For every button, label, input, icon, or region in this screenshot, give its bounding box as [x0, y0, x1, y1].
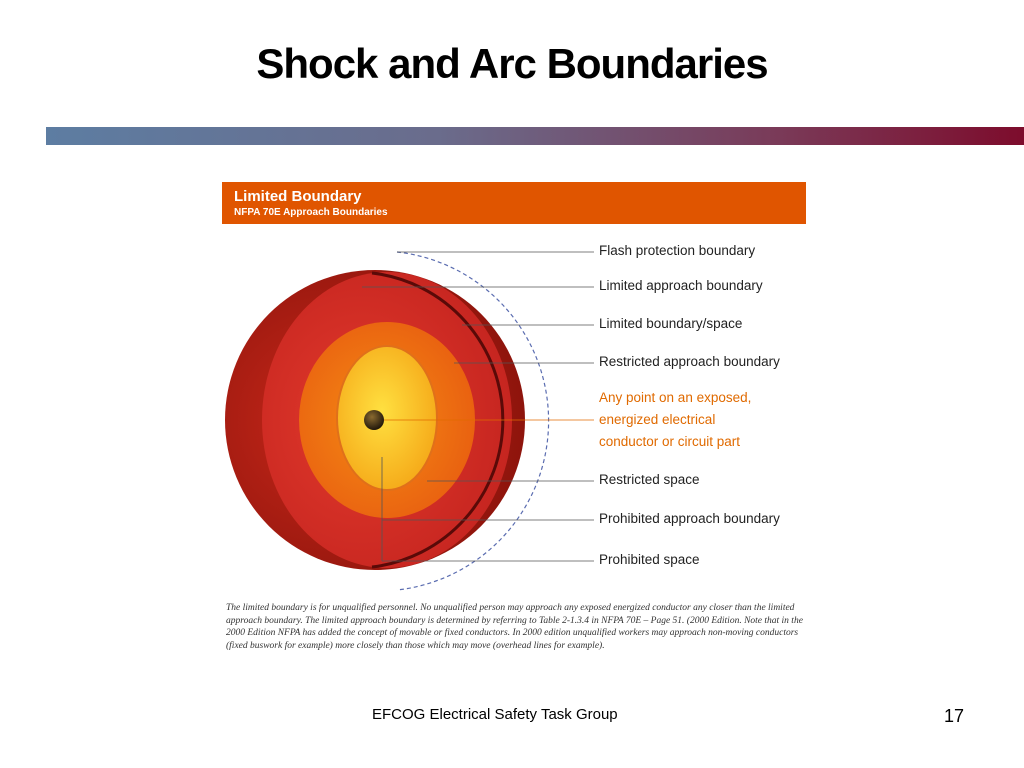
label-limited-approach-boundary: Limited approach boundary — [599, 278, 763, 293]
boundary-figure — [222, 182, 806, 660]
label-conductor-line-1: Any point on an exposed, — [599, 390, 752, 405]
label-restricted-space: Restricted space — [599, 472, 700, 487]
label-prohibited-space: Prohibited space — [599, 552, 700, 567]
label-restricted-approach-boundary: Restricted approach boundary — [599, 354, 780, 369]
title-underline-bar — [46, 127, 1024, 145]
label-limited-boundary-space: Limited boundary/space — [599, 316, 743, 331]
slide-title: Shock and Arc Boundaries — [256, 40, 768, 87]
page-number: 17 — [943, 706, 964, 726]
label-prohibited-approach-boundary: Prohibited approach boundary — [599, 511, 780, 526]
figure-header-subtitle: NFPA 70E Approach Boundaries — [234, 207, 388, 218]
label-conductor-line-3: conductor or circuit part — [599, 434, 741, 449]
prohibited-space-zone — [337, 346, 437, 490]
label-flash-protection-boundary: Flash protection boundary — [599, 243, 756, 258]
label-conductor-line-2: energized electrical — [599, 412, 716, 427]
footer-text: EFCOG Electrical Safety Task Group — [372, 706, 618, 723]
figure-caption: The limited boundary is for unqualified personnel. No unqualified person may approach any exposed energized conductor any closer than the limited approach boundary. The limited approach boundary is determined by referring to Table 2-1.3.4 in NFPA 70E – Page 51. (2000 Edition. Note that in the 2000 Edition NFPA has added the concept of movable or fixed conductors. In 2000 edition unqualified workers may approach non-moving conductors (fixed buswork for example) more closely than those which may move (overhead lines for example). — [226, 603, 803, 651]
figure-header — [222, 182, 806, 224]
energized-conductor-point — [364, 410, 384, 430]
figure-header-title: Limited Boundary — [234, 188, 362, 205]
